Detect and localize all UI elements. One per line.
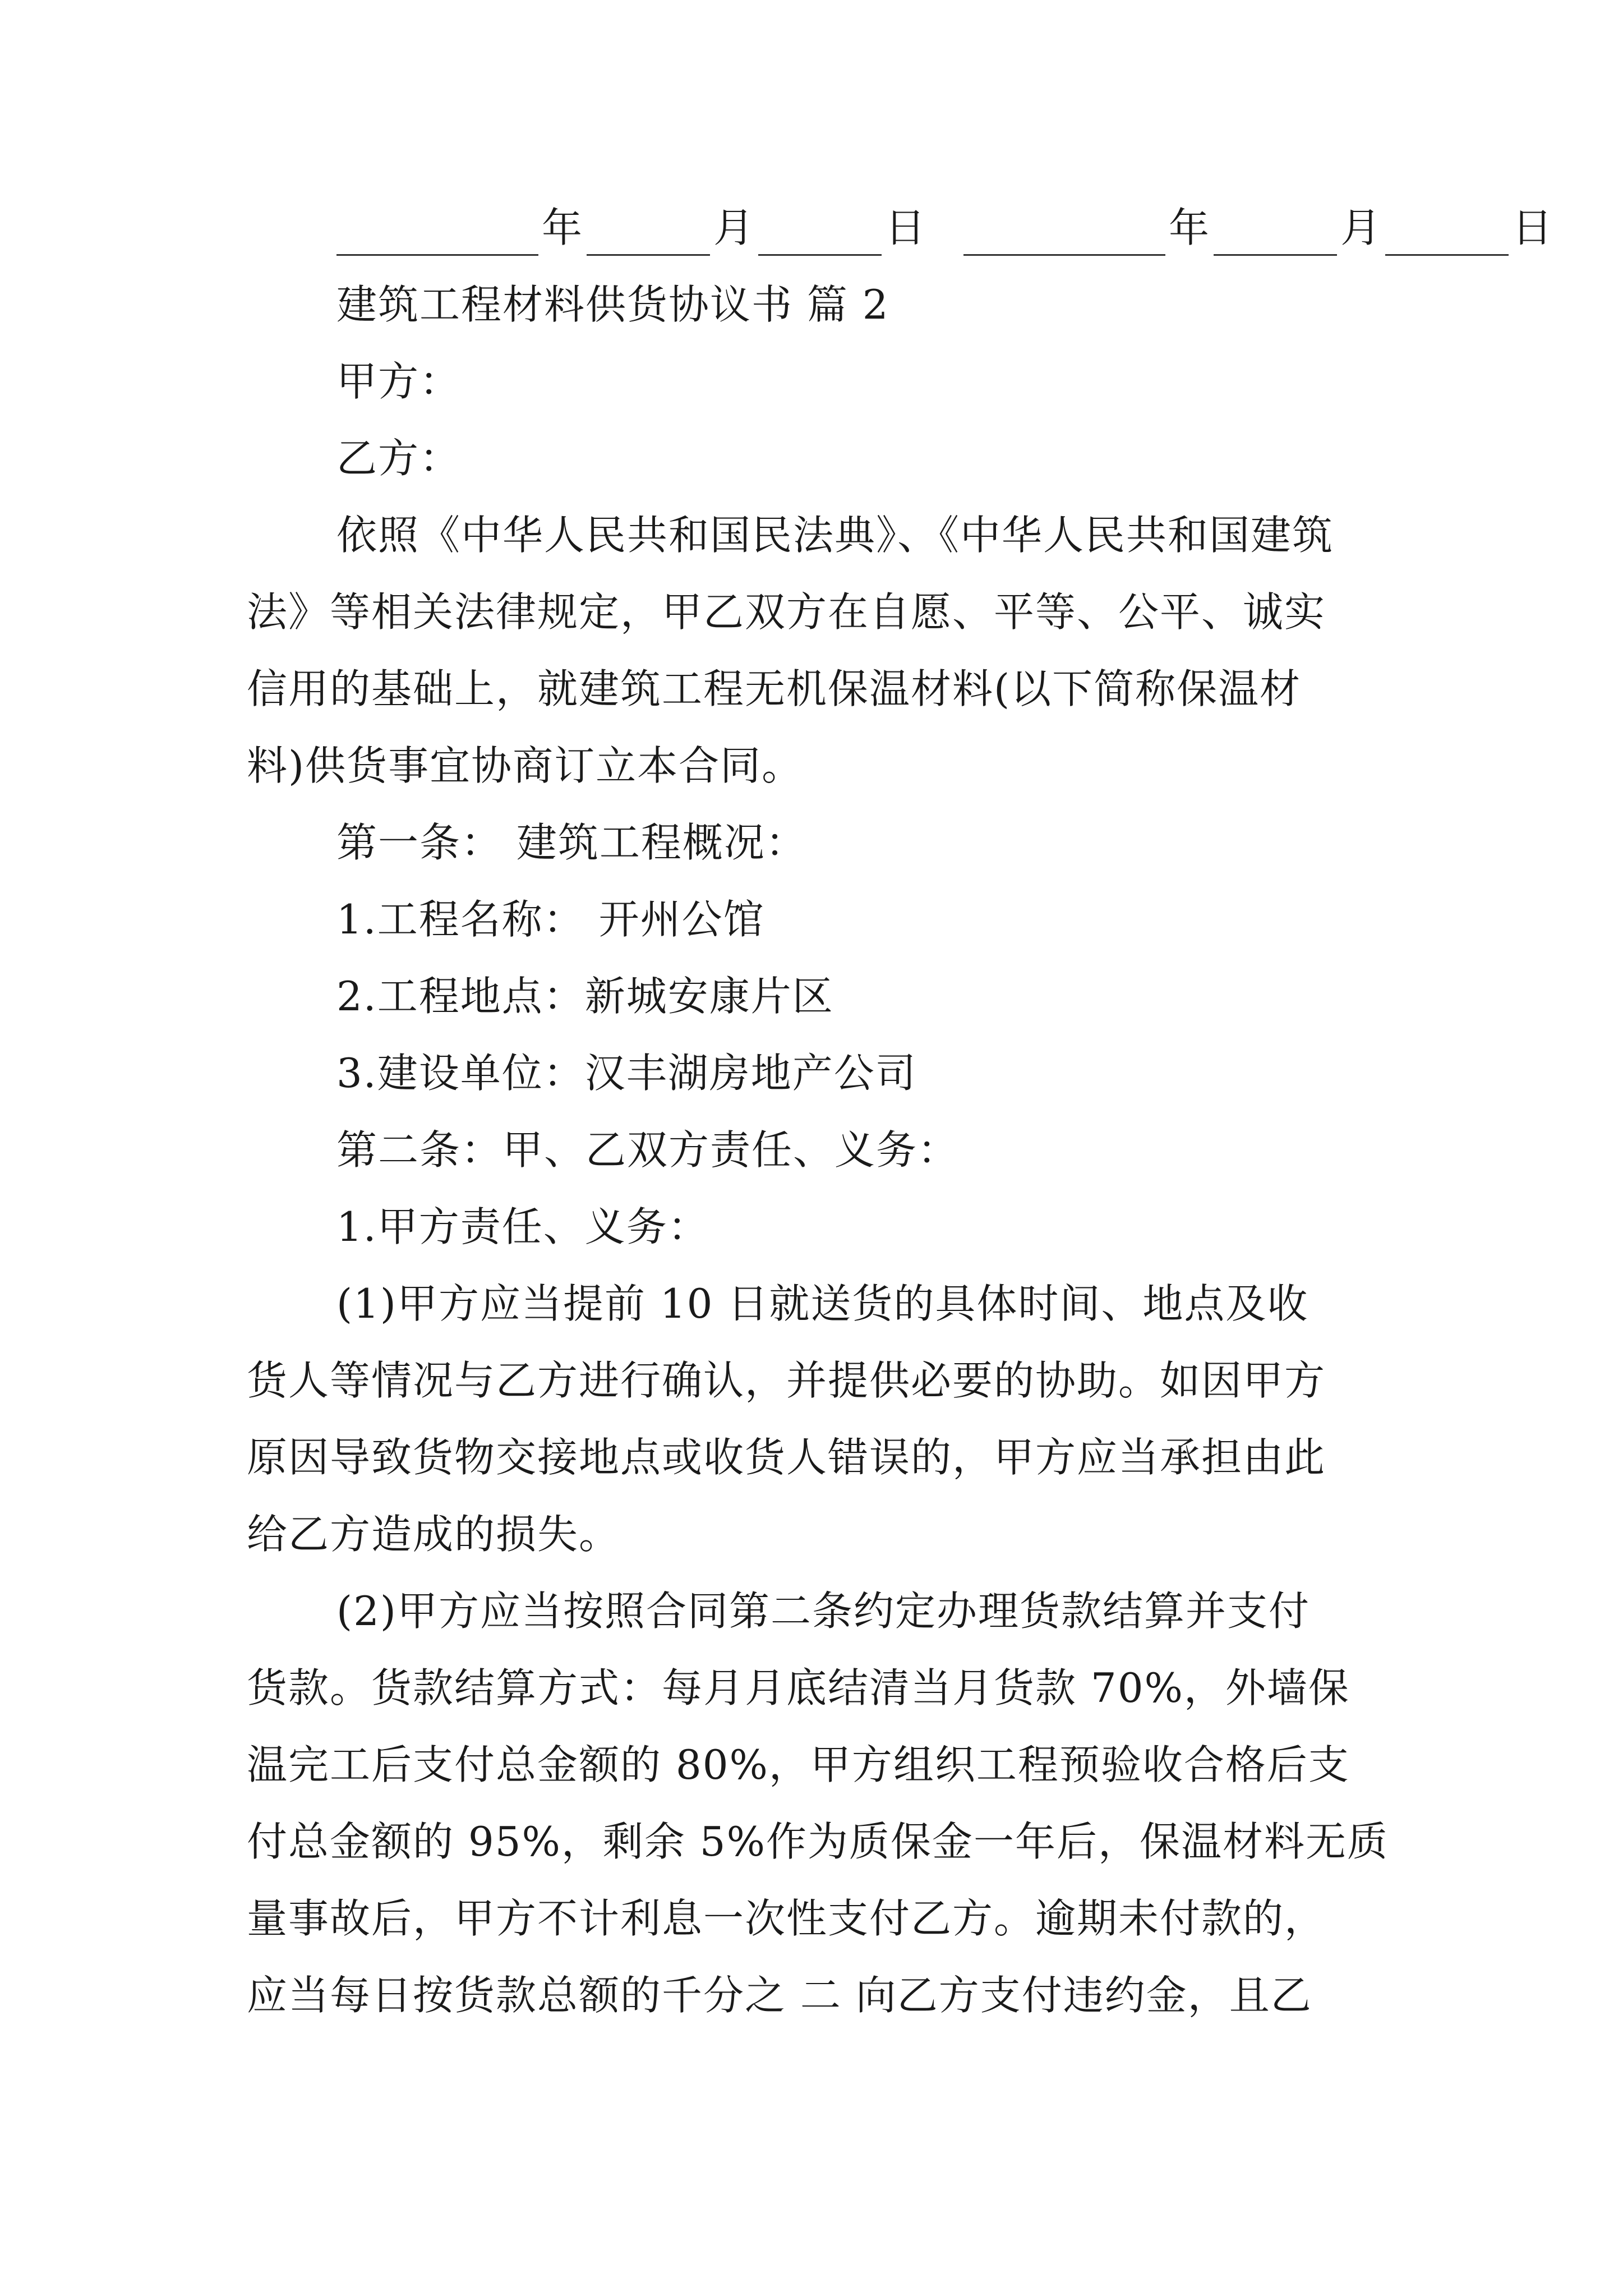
construction-unit: 3.建设单位：汉丰湖房地产公司 bbox=[336, 1050, 917, 1097]
clause1-line: 货人等情况与乙方进行确认，并提供必要的协助。如因甲方 bbox=[247, 1357, 1326, 1404]
clause1-line: (1)甲方应当提前 10 日就送货的具体时间、地点及收 bbox=[336, 1280, 1309, 1327]
month-label-1: 月 bbox=[713, 204, 755, 251]
article1-heading: 第一条： 建筑工程概况： bbox=[336, 819, 807, 866]
blank-year-2[interactable] bbox=[963, 215, 1165, 256]
blank-day-1[interactable] bbox=[758, 215, 882, 256]
month-label-2: 月 bbox=[1340, 204, 1382, 251]
clause2-line: 温完工后支付总金额的 80%，甲方组织工程预验收合格后支 bbox=[247, 1741, 1350, 1788]
party-a-duties-heading: 1.甲方责任、义务： bbox=[336, 1203, 709, 1250]
party-b-label: 乙方： bbox=[336, 435, 462, 482]
party-a-label: 甲方： bbox=[336, 358, 462, 405]
clause2-line: 付总金额的 95%，剩余 5%作为质保金一年后，保温材料无质 bbox=[247, 1818, 1389, 1865]
document-title: 建筑工程材料供货协议书 篇 2 bbox=[336, 281, 889, 328]
project-location: 2.工程地点：新城安康片区 bbox=[336, 973, 834, 1020]
clause2-line: 货款。货款结算方式：每月月底结清当月货款 70%，外墙保 bbox=[247, 1664, 1350, 1711]
clause1-line: 给乙方造成的损失。 bbox=[247, 1511, 621, 1558]
clause2-line: (2)甲方应当按照合同第二条约定办理货款结算并支付 bbox=[336, 1588, 1310, 1635]
clause2-line: 量事故后，甲方不计利息一次性支付乙方。逾期未付款的， bbox=[247, 1895, 1326, 1942]
day-label-1: 日 bbox=[885, 204, 927, 251]
blank-day-2[interactable] bbox=[1385, 215, 1509, 256]
project-name: 1.工程名称： 开州公馆 bbox=[336, 896, 765, 943]
date-line bbox=[336, 200, 1557, 256]
article2-heading: 第二条：甲、乙双方责任、义务： bbox=[336, 1126, 960, 1174]
preamble-line: 法》等相关法律规定，甲乙双方在自愿、平等、公平、诚实 bbox=[247, 588, 1326, 636]
clause1-line: 原因导致货物交接地点或收货人错误的，甲方应当承担由此 bbox=[247, 1434, 1326, 1481]
blank-month-1[interactable] bbox=[587, 215, 710, 256]
preamble-line: 料)供货事宜协商订立本合同。 bbox=[247, 742, 804, 789]
preamble-line: 信用的基础上，就建筑工程无机保温材料(以下简称保温材 bbox=[247, 665, 1302, 712]
blank-year-1[interactable] bbox=[336, 215, 538, 256]
blank-month-2[interactable] bbox=[1214, 215, 1337, 256]
preamble-line: 依照《中华人民共和国民法典》、《中华人民共和国建筑 bbox=[336, 512, 1334, 559]
year-label-2: 年 bbox=[1169, 204, 1211, 251]
clause2-line: 应当每日按货款总额的千分之 二 向乙方支付违约金，且乙 bbox=[247, 1972, 1312, 2019]
day-label-2: 日 bbox=[1512, 204, 1554, 251]
year-label-1: 年 bbox=[542, 204, 584, 251]
